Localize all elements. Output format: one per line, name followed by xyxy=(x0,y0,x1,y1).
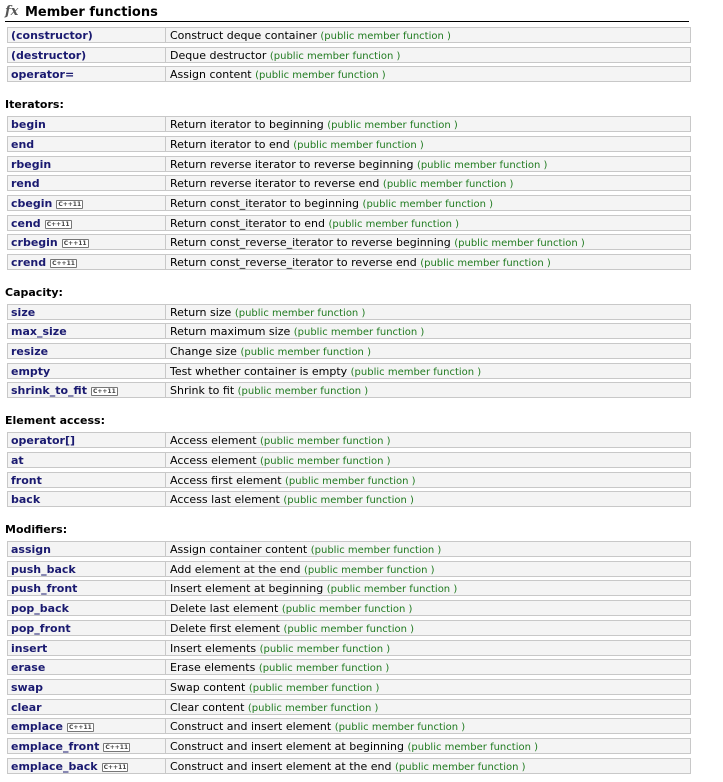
function-name-cell xyxy=(8,581,166,595)
function-row xyxy=(7,27,691,43)
function-row xyxy=(7,620,691,636)
function-name-link[interactable] xyxy=(11,138,34,151)
function-description: Clear content xyxy=(170,701,245,714)
function-name-link[interactable] xyxy=(11,474,42,487)
function-row xyxy=(7,116,691,132)
function-name: cbegin xyxy=(11,197,53,210)
function-kind-label: (public member function ) xyxy=(258,663,390,674)
function-description: Return iterator to beginning xyxy=(170,118,324,131)
function-name-link[interactable] xyxy=(11,118,46,131)
function-name-cell xyxy=(8,67,166,81)
function-description: Return reverse iterator to reverse end xyxy=(170,177,380,190)
cpp11-badge: C++11 xyxy=(58,201,82,208)
function-description: Swap content xyxy=(170,681,246,694)
function-row xyxy=(7,640,691,656)
function-description-cell xyxy=(170,384,368,397)
function-description: Return maximum size xyxy=(170,325,291,338)
function-description: Delete first element xyxy=(170,622,280,635)
function-name-cell xyxy=(8,344,166,358)
function-description-cell xyxy=(170,49,400,62)
cpp11-badge: C++11 xyxy=(52,260,75,267)
function-name-cell xyxy=(8,601,166,615)
function-name: push_back xyxy=(11,563,76,576)
function-name-link[interactable] xyxy=(11,306,35,319)
function-description-cell xyxy=(170,236,585,249)
function-name-link[interactable] xyxy=(11,681,43,694)
function-name-cell xyxy=(8,660,166,674)
function-kind-label: (public member function ) xyxy=(255,70,386,81)
function-name-cell xyxy=(8,621,166,635)
group-title: Iterators: xyxy=(5,98,64,112)
function-name: back xyxy=(11,493,41,506)
function-description-cell xyxy=(170,740,538,753)
function-description: Construct deque container xyxy=(170,29,317,42)
function-name-cell xyxy=(8,473,166,487)
function-description-cell xyxy=(170,760,526,773)
function-description-cell xyxy=(170,701,378,714)
function-name: (constructor) xyxy=(11,29,93,42)
function-name-cell xyxy=(8,28,166,42)
function-description: Return const_iterator to beginning xyxy=(170,197,360,210)
section-title: Member functions xyxy=(25,5,158,20)
cpp11-badge: C++11 xyxy=(46,221,70,228)
function-row xyxy=(7,47,691,63)
function-name-link[interactable] xyxy=(11,661,45,674)
group-title: Capacity: xyxy=(5,285,63,299)
function-kind-label: (public member function ) xyxy=(395,762,526,773)
function-kind-label: (public member function ) xyxy=(283,624,415,635)
function-kind-label: (public member function ) xyxy=(234,308,366,319)
function-name: emplace_front xyxy=(11,740,100,753)
function-description: Assign content xyxy=(170,68,252,81)
function-name: operator[] xyxy=(11,434,76,447)
function-name-cell xyxy=(8,117,166,131)
function-name: insert xyxy=(11,642,48,655)
function-name-cell xyxy=(8,48,166,62)
function-description-cell xyxy=(170,543,441,556)
function-name-link[interactable] xyxy=(11,642,47,655)
group-title: Element access: xyxy=(5,414,106,428)
function-description-cell xyxy=(170,345,371,358)
section-header xyxy=(5,3,689,22)
function-description: Access last element xyxy=(170,493,280,506)
function-name-link[interactable] xyxy=(11,217,72,230)
function-name-link[interactable] xyxy=(11,582,77,595)
function-name: emplace_back xyxy=(11,760,98,773)
function-description-cell xyxy=(170,217,459,230)
function-row xyxy=(7,679,691,695)
function-kind-label: (public member function ) xyxy=(281,604,413,615)
function-description-cell xyxy=(170,68,386,81)
function-name: rbegin xyxy=(11,158,52,171)
cpp11-badge: C++11 xyxy=(105,744,129,751)
function-name: rend xyxy=(11,177,40,190)
function-name-cell xyxy=(8,680,166,694)
function-name-cell xyxy=(8,216,166,230)
function-name-link[interactable] xyxy=(11,760,128,773)
function-description: Return const_iterator to end xyxy=(170,217,326,230)
function-row xyxy=(7,343,691,359)
function-name-cell xyxy=(8,157,166,171)
cpp11-badge: C++11 xyxy=(63,240,87,247)
cpp11-badge: C++11 xyxy=(68,724,92,731)
function-name: empty xyxy=(11,365,51,378)
function-row xyxy=(7,659,691,675)
function-row xyxy=(7,561,691,577)
function-name-link[interactable] xyxy=(11,622,71,635)
function-row xyxy=(7,600,691,616)
function-name-link[interactable] xyxy=(11,236,89,249)
function-name: assign xyxy=(11,543,51,556)
function-kind-label: (public member function ) xyxy=(327,120,458,131)
function-name-cell xyxy=(8,492,166,506)
function-name-cell xyxy=(8,700,166,714)
function-name-link[interactable] xyxy=(11,602,69,615)
function-description: Erase elements xyxy=(170,661,256,674)
function-name-cell xyxy=(8,562,166,576)
function-name-cell xyxy=(8,305,166,319)
function-description: Return reverse iterator to reverse beginning xyxy=(170,158,414,171)
function-kind-label: (public member function ) xyxy=(240,347,371,358)
function-description: Construct and insert element xyxy=(170,720,332,733)
function-description-cell xyxy=(170,256,551,269)
function-row xyxy=(7,491,691,507)
function-name-link[interactable] xyxy=(11,701,42,714)
function-name-link[interactable] xyxy=(11,29,93,42)
function-description: Construct and insert element at the end xyxy=(170,760,392,773)
function-row xyxy=(7,323,691,339)
function-name: pop_back xyxy=(11,602,69,615)
function-name-cell xyxy=(8,542,166,556)
function-description: Return const_reverse_iterator to reverse end xyxy=(170,256,417,269)
function-name: resize xyxy=(11,345,49,358)
function-name-link[interactable] xyxy=(11,720,94,733)
group-title: Modifiers: xyxy=(5,523,68,536)
function-name-cell xyxy=(8,641,166,655)
function-kind-label: (public member function ) xyxy=(283,495,414,506)
function-name-cell xyxy=(8,383,166,397)
function-row xyxy=(7,382,691,398)
function-description: Test whether container is empty xyxy=(170,365,348,378)
function-name: push_front xyxy=(11,582,78,595)
function-name: emplace xyxy=(11,720,63,733)
function-description: Insert element at beginning xyxy=(170,582,324,595)
function-name-cell xyxy=(8,364,166,378)
function-kind-label: (public member function ) xyxy=(382,179,514,190)
function-description: Return iterator to end xyxy=(170,138,290,151)
function-name-link[interactable] xyxy=(11,493,40,506)
function-name-link[interactable] xyxy=(11,454,24,467)
function-name-link[interactable] xyxy=(11,365,50,378)
function-description-cell xyxy=(170,29,451,42)
function-kind-label: (public member function ) xyxy=(328,219,460,230)
function-description-cell xyxy=(170,306,365,319)
function-name-cell xyxy=(8,255,166,269)
function-description-cell xyxy=(170,661,389,674)
function-name-cell xyxy=(8,433,166,447)
function-description-cell xyxy=(170,582,457,595)
function-row xyxy=(7,472,691,488)
function-name: begin xyxy=(11,118,46,131)
function-name: (destructor) xyxy=(11,49,87,62)
function-description-cell xyxy=(170,622,414,635)
function-row xyxy=(7,136,691,152)
function-kind-label: (public member function ) xyxy=(350,367,482,378)
function-description-cell xyxy=(170,474,416,487)
function-kind-label: (public member function ) xyxy=(326,584,458,595)
function-description-cell xyxy=(170,602,412,615)
function-name-cell xyxy=(8,759,166,773)
function-row xyxy=(7,452,691,468)
function-description-cell xyxy=(170,158,547,171)
function-name: front xyxy=(11,474,42,487)
function-name: cend xyxy=(11,217,41,230)
function-row xyxy=(7,363,691,379)
function-description: Insert elements xyxy=(170,642,257,655)
function-name: pop_front xyxy=(11,622,71,635)
function-name-link[interactable] xyxy=(11,177,40,190)
function-kind-label: (public member function ) xyxy=(285,476,416,487)
function-row xyxy=(7,304,691,320)
function-kind-label: (public member function ) xyxy=(237,386,369,397)
function-kind-label: (public member function ) xyxy=(247,703,379,714)
function-kind-label: (public member function ) xyxy=(334,722,466,733)
function-description-cell xyxy=(170,681,379,694)
function-description-cell xyxy=(170,365,481,378)
function-description: Return const_reverse_iterator to reverse beginning xyxy=(170,236,451,249)
function-name: erase xyxy=(11,661,46,674)
function-name: end xyxy=(11,138,35,151)
function-name-cell xyxy=(8,453,166,467)
function-kind-label: (public member function ) xyxy=(269,51,401,62)
function-description: Access element xyxy=(170,434,257,447)
function-kind-label: (public member function ) xyxy=(310,545,442,556)
function-name: swap xyxy=(11,681,44,694)
function-name-link[interactable] xyxy=(11,197,83,210)
function-description-cell xyxy=(170,434,391,447)
function-kind-label: (public member function ) xyxy=(454,238,585,249)
function-name: crend xyxy=(11,256,47,269)
function-kind-label: (public member function ) xyxy=(260,456,391,467)
function-kind-label: (public member function ) xyxy=(407,742,539,753)
function-kind-label: (public member function ) xyxy=(362,199,494,210)
function-kind-label: (public member function ) xyxy=(303,565,435,576)
function-name: max_size xyxy=(11,325,67,338)
function-row xyxy=(7,215,691,231)
function-name-link[interactable] xyxy=(11,434,75,447)
function-kind-label: (public member function ) xyxy=(248,683,380,694)
function-row xyxy=(7,738,691,754)
function-row xyxy=(7,254,691,270)
function-row xyxy=(7,234,691,250)
function-name-cell xyxy=(8,235,166,249)
function-row xyxy=(7,432,691,448)
function-name-link[interactable] xyxy=(11,325,67,338)
function-kind-label: (public member function ) xyxy=(259,644,391,655)
function-name: clear xyxy=(11,701,42,714)
function-description: Return size xyxy=(170,306,232,319)
function-name: crbegin xyxy=(11,236,58,249)
function-name-cell xyxy=(8,739,166,753)
function-name-link[interactable] xyxy=(11,256,77,269)
function-description-cell xyxy=(170,138,424,151)
function-name: at xyxy=(11,454,24,467)
function-description-cell xyxy=(170,563,435,576)
function-row xyxy=(7,175,691,191)
function-row xyxy=(7,758,691,774)
function-row xyxy=(7,541,691,557)
function-kind-label: (public member function ) xyxy=(420,258,551,269)
function-name: operator= xyxy=(11,68,75,81)
fx-icon: fx xyxy=(5,4,19,19)
function-name-link[interactable] xyxy=(11,49,86,62)
function-description-cell xyxy=(170,493,414,506)
function-name-cell xyxy=(8,176,166,190)
function-name-link[interactable] xyxy=(11,345,48,358)
function-description: Delete last element xyxy=(170,602,279,615)
function-name-cell xyxy=(8,196,166,210)
function-row xyxy=(7,718,691,734)
function-description: Add element at the end xyxy=(170,563,301,576)
function-description: Construct and insert element at beginning xyxy=(170,740,404,753)
function-row xyxy=(7,66,691,82)
cpp11-badge: C++11 xyxy=(103,764,127,771)
function-description: Change size xyxy=(170,345,237,358)
function-row xyxy=(7,699,691,715)
function-description-cell xyxy=(170,720,465,733)
function-name-link[interactable] xyxy=(11,543,51,556)
function-kind-label: (public member function ) xyxy=(293,140,424,151)
function-description: Access element xyxy=(170,454,257,467)
function-name: size xyxy=(11,306,36,319)
cpp11-badge: C++11 xyxy=(92,388,116,395)
function-description: Assign container content xyxy=(170,543,308,556)
function-description-cell xyxy=(170,454,391,467)
function-description-cell xyxy=(170,197,493,210)
function-kind-label: (public member function ) xyxy=(320,31,451,42)
function-name-link[interactable] xyxy=(11,68,74,81)
function-row xyxy=(7,580,691,596)
function-name-cell xyxy=(8,324,166,338)
function-name-link[interactable] xyxy=(11,563,76,576)
function-name-link[interactable] xyxy=(11,158,51,171)
function-description: Shrink to fit xyxy=(170,384,235,397)
function-description-cell xyxy=(170,177,513,190)
function-name-cell xyxy=(8,137,166,151)
function-kind-label: (public member function ) xyxy=(293,327,425,338)
function-description: Access first element xyxy=(170,474,282,487)
function-name-link[interactable] xyxy=(11,740,130,753)
function-name: shrink_to_fit xyxy=(11,384,87,397)
function-name-link[interactable] xyxy=(11,384,118,397)
function-kind-label: (public member function ) xyxy=(416,160,548,171)
function-row xyxy=(7,156,691,172)
function-kind-label: (public member function ) xyxy=(260,436,391,447)
function-description-cell xyxy=(170,642,390,655)
function-row xyxy=(7,195,691,211)
function-description-cell xyxy=(170,325,424,338)
function-description-cell xyxy=(170,118,458,131)
function-name-cell xyxy=(8,719,166,733)
function-description: Deque destructor xyxy=(170,49,267,62)
